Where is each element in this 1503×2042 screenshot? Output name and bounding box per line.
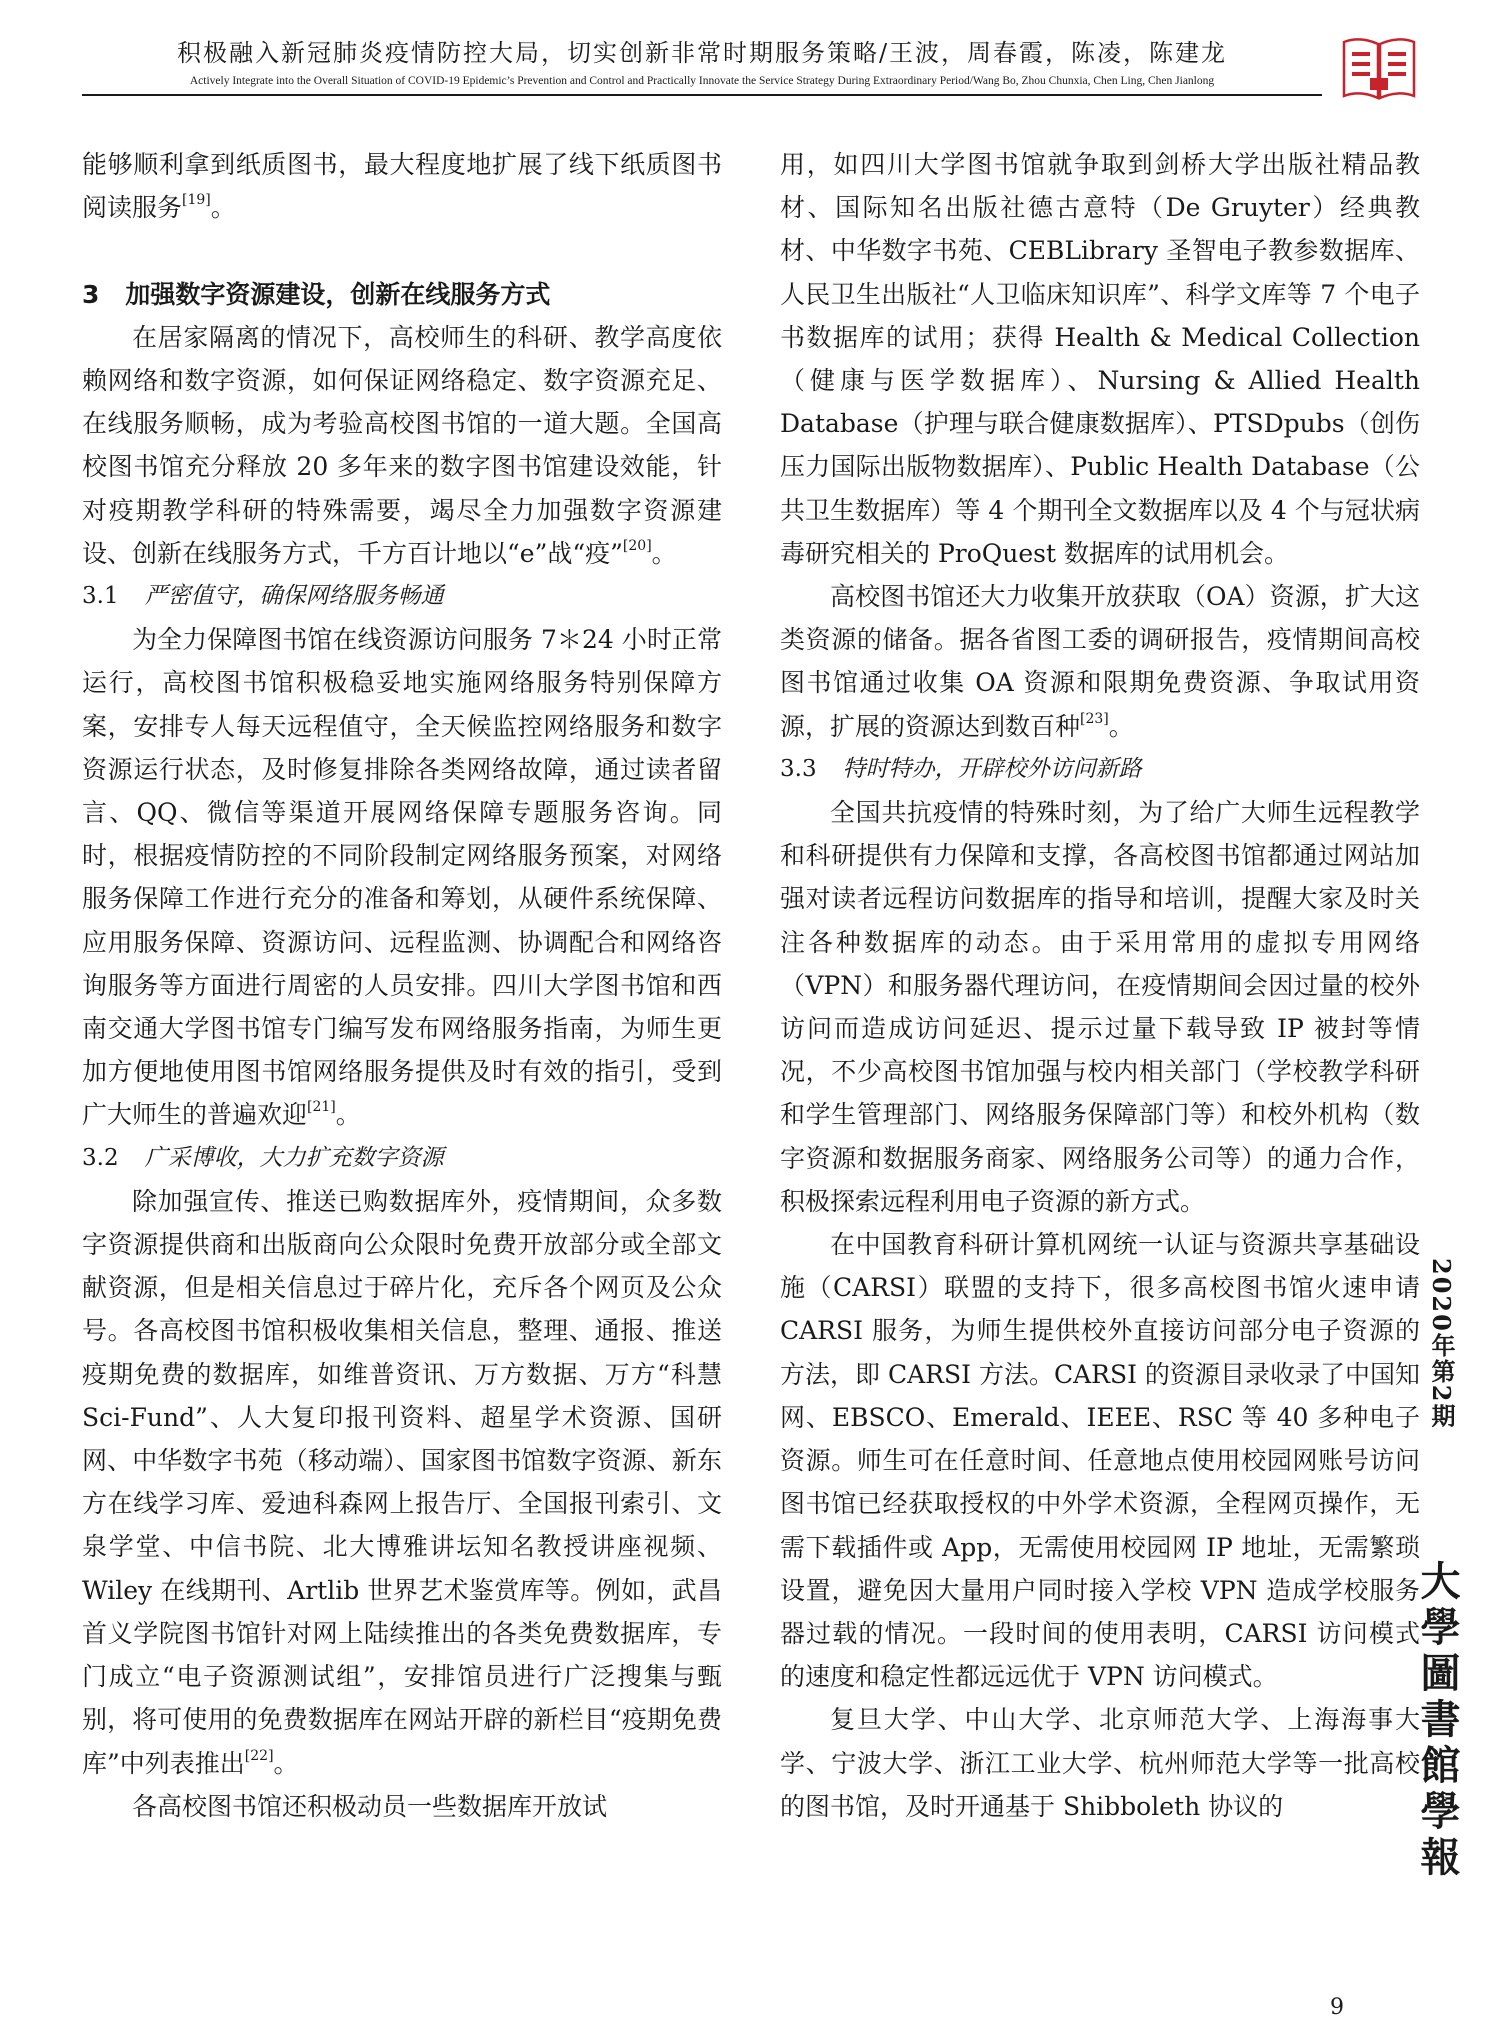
subsection-heading: 3.2 广采博收，大力扩充数字资源 [82, 1144, 444, 1171]
subsection-heading: 3.1 严密值守，确保网络服务畅通 [82, 583, 444, 610]
running-header-title: 积极融入新冠肺炎疫情防控大局，切实创新非常时期服务策略/王波，周春霞，陈凌，陈建龙 [176, 39, 1228, 67]
left-column [82, 143, 722, 1828]
paragraph: 全国共抗疫情的特殊时刻，为了给广大师生远程教学和科研提供有力保障和支撑，各高校图书馆都通过网站加强对读者远程访问数据库的指导和培训，提醒大家及时关注各种数据库的动态。由于采用常用的虚拟专用网络（VPN）和服务器代理访问，在疫情期间会因过量的校外访问而造成访问延迟、提示过量下载导致 IP 被封等情况，不少高校图书馆加强与校内相关部门（学校教学科研和学生管理部门、网络服务保障部门等）和校外机构（数字资源和数据服务商家、网络服务公司等）的通力合作，积极探索远程利用电子资源的新方式。 [780, 798, 1420, 1216]
citation-ref: [20] [622, 537, 652, 554]
citation-ref: [19] [182, 192, 211, 209]
paragraph: 在中国教育科研计算机网统一认证与资源共享基础设施（CARSI）联盟的支持下，很多高校图书馆火速申请 CARSI 服务，为师生提供校外直接访问部分电子资源的方法，即 CARSI 方法。CARSI 的资源目录收录了中国知网、EBSCO、Emerald、IEEE、RSC 等 40 多种电子资源。师生可在任意时间、任意地点使用校园网账号访问图书馆已经获取授权的中外学术资源，全程网页操作，无需下载插件或 App，无需使用校园网 IP 地址，无需繁琐设置，避免因大量用户同时接入学校 VPN 造成学校服务器过载的情况。一段时间的使用表明，CARSI 访问模式的速度和稳定性都远远优于 VPN 访问模式。 [780, 1230, 1420, 1692]
citation-ref: [21] [307, 1099, 336, 1116]
paragraph: 各高校图书馆还积极动员一些数据库开放试 [132, 1791, 608, 1821]
paragraph: 复旦大学、中山大学、北京师范大学、上海海事大学、宁波大学、浙江工业大学、杭州师范大学等一批高校的图书馆，及时开通基于 Shibboleth 协议的 [780, 1705, 1420, 1821]
subsection-heading: 3.3 特时特办，开辟校外访问新路 [780, 755, 1142, 782]
paragraph: 能够顺利拿到纸质图书，最大程度地扩展了线下纸质图书阅读服务[19]。 [82, 150, 722, 223]
right-column [780, 143, 1420, 1828]
paragraph: 为全力保障图书馆在线资源访问服务 7＊24 小时正常运行，高校图书馆积极稳妥地实施网络服务特别保障方案，安排专人每天远程值守，全天候监控网络服务和数字资源运行状态，及时修复排除各类网络故障，通过读者留言、QQ、微信等渠道开展网络保障专题服务咨询。同时，根据疫情防控的不同阶段制定网络服务预案，对网络服务保障工作进行充分的准备和筹划，从硬件系统保障、应用服务保障、资源访问、远程监测、协调配合和网络咨询服务等方面进行周密的人员安排。四川大学图书馆和西南交通大学图书馆专门编写发布网络服务指南，为师生更加方便地使用图书馆网络服务提供及时有效的指引，受到广大师生的普遍欢迎[21]。 [82, 625, 722, 1130]
paragraph: 在居家隔离的情况下，高校师生的科研、教学高度依赖网络和数字资源，如何保证网络稳定、数字资源充足、在线服务顺畅，成为考验高校图书馆的一道大题。全国高校图书馆充分释放 20 多年来的数字图书馆建设效能，针对疫期教学科研的特殊需要，竭尽全力加强数字资源建设、创新在线服务方式，千方百计地以“e”战“疫”[20]。 [82, 322, 722, 568]
citation-ref: [23] [1080, 710, 1109, 727]
section-heading: 3 加强数字资源建设，创新在线服务方式 [82, 279, 551, 309]
issue-label: 2020年第2期 [1427, 1258, 1456, 1430]
running-header-title-en: Actively Integrate into the Overall Situation of COVID-19 Epidemic’s Prevention and Control and Practically Innovate the Service Strategy During Extraordinary Period/Wang Bo, Zhou Chunxia, Chen Ling, Chen Jianlong [189, 75, 1215, 87]
header-rule [82, 94, 1322, 96]
paragraph: 用，如四川大学图书馆就争取到剑桥大学出版社精品教材、国际知名出版社德古意特（De Gruyter）经典教材、中华数字书苑、CEBLibrary 圣智电子教参数据库、人民卫生出版社“人卫临床知识库”、科学文库等 7 个电子书数据库的试用；获得 Health & Medical Collection（健康与医学数据库）、Nursing & Allied Health Database（护理与联合健康数据库）、PTSDpubs（创伤压力国际出版物数据库）、Public Health Database（公共卫生数据库）等 4 个期刊全文数据库以及 4 个与冠状病毒研究相关的 ProQuest 数据库的试用机会。 [780, 150, 1420, 568]
library-journal-logo-icon [1340, 34, 1418, 104]
paragraph: 高校图书馆还大力收集开放获取（OA）资源，扩大这类资源的储备。据各省图工委的调研报告，疫情期间高校图书馆通过收集 OA 资源和限期免费资源、争取试用资源，扩展的资源达到数百种[23]。 [780, 582, 1420, 741]
citation-ref: [22] [244, 1747, 274, 1764]
paragraph: 除加强宣传、推送已购数据库外，疫情期间，众多数字资源提供商和出版商向公众限时免费开放部分或全部文献资源，但是相关信息过于碎片化，充斥各个网页及公众号。各高校图书馆积极收集相关信息，整理、通报、推送疫期免费的数据库，如维普资讯、万方数据、万方“科慧 Sci-Fund”、人大复印报刊资料、超星学术资源、国研网、中华数字书苑（移动端）、国家图书馆数字资源、新东方在线学习库、爱迪科森网上报告厅、全国报刊索引、文泉学堂、中信书院、北大博雅讲坛知名教授讲座视频、Wiley 在线期刊、Artlib 世界艺术鉴赏库等。例如，武昌首义学院图书馆针对网上陆续推出的各类免费数据库，专门成立“电子资源测试组”，安排馆员进行广泛搜集与甄别，将可使用的免费数据库在网站开辟的新栏目“疫期免费库”中列表推出[22]。 [82, 1186, 722, 1778]
page-number: 9 [1330, 1995, 1344, 2020]
journal-name: 大學圖書館學報 [1414, 1560, 1461, 1882]
